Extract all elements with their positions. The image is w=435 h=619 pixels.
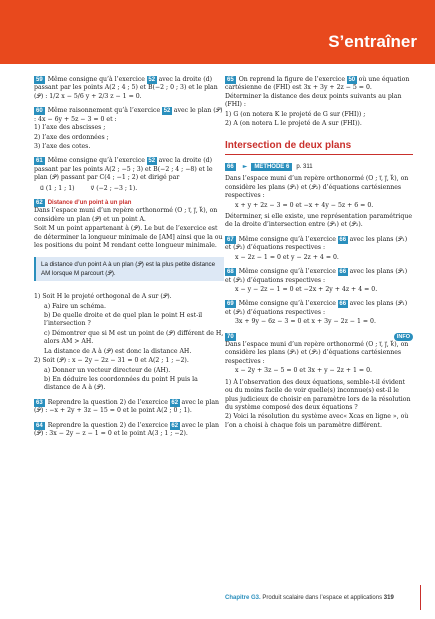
exercise-reference[interactable]: 52 xyxy=(148,77,156,83)
exercise-60: 60 Même raisonnement qu’à l’exercice 52 avec le plan (𝒫) : 4x − 6y + 5z − 3 = 0 et : 1) l’axe des abscisses ; 2) l’axe des ordonnées ; 3) l’axe des cotes. xyxy=(34,107,223,150)
exercise-65: 65 On reprend la figure de l’exercice 50 où une équation cartésienne de (FHI) est 3x + 3y + 2z − 5 = 0. Déterminer la distance des deux points suivants au plan (FHI) : 1) G (on notera K le projeté de G sur (FHI)) ; 2) A (on notera L le projeté de A sur (FHI)). xyxy=(225,76,413,129)
list-item: 3) l’axe des cotes. xyxy=(34,142,91,150)
exercise-number: 69 xyxy=(227,301,234,308)
vector-u: u⃗ (1 ; 1 ; 1) xyxy=(40,184,75,192)
exercise-69: 69 Même consigne qu’à l’exercice 66 avec les plans (𝒫₁) et (𝒫₂) d’équations respectives : 3x + 9y − 6z − 3 = 0 et x + 3y − 2z − 1 = 0. xyxy=(225,300,413,326)
exercise-title: Distance d’un point à un plan xyxy=(47,200,132,207)
exercise-number: 65 xyxy=(227,77,234,83)
definition-box: La distance d’un point A à un plan (𝒫) est la plus petite distance AM lorsque M parcourt (𝒫). xyxy=(34,257,224,282)
vector-v: v⃗ (−2 ; −3 ; 1). xyxy=(90,184,138,192)
exercise-reference[interactable]: 52 xyxy=(163,108,171,115)
list-item: 2) A (on notera L le projeté de A sur (FHI)). xyxy=(225,120,362,128)
equation: x − y − 2z − 1 = 0 et −2x + 2y + 4z + 4 = 0. xyxy=(235,285,378,293)
list-item: 1) l’axe des abscisses ; xyxy=(34,124,106,132)
section-title: Intersection de deux plans xyxy=(225,139,413,156)
equation: x − 2y + 3z − 5 = 0 et 3x + y − 2z + 1 = 0. xyxy=(235,367,372,375)
method-badge[interactable]: MÉTHODE 6 xyxy=(251,163,292,171)
list-item: 2) l’axe des ordonnées ; xyxy=(34,133,109,141)
exercise-number: 66 xyxy=(227,164,234,171)
footer-divider xyxy=(420,585,421,610)
exercise-number: 67 xyxy=(227,236,234,243)
exercise-67: 67 Même consigne qu’à l’exercice 66 avec les plans (𝒫₁) et (𝒫₂) d’équations respectives : x − 2z − 1 = 0 et y − 2z + 4 = 0. xyxy=(225,236,413,262)
exercise-reference[interactable]: 66 xyxy=(339,269,347,276)
vectors xyxy=(34,185,224,193)
exercise-number: 63 xyxy=(36,399,43,406)
chapter-title: Produit scalaire dans l’espace et applications xyxy=(262,595,383,601)
exercise-68: 68 Même consigne qu’à l’exercice 66 avec les plans (𝒫₁) et (𝒫₂) d’équations respectives : x − y − 2z − 1 = 0 et −2x + 2y + 4z + 4 = 0. xyxy=(225,268,413,294)
exercise-reference[interactable]: 66 xyxy=(339,236,347,243)
exercise-64: 64 Reprendre la question 2) de l’exercice 62 avec le plan (𝒫) : 3x − 2y − z − 1 = 0 et le point A(3 ; 1 ; −2). xyxy=(34,421,220,438)
info-badge: INFO xyxy=(394,333,413,341)
page-footer xyxy=(225,594,425,602)
exercise-number: 60 xyxy=(36,108,43,115)
exercise-63: 63 Reprendre la question 2) de l’exercice 62 avec le plan (𝒫) : −x + 2y + 3z − 15 = 0 et le point A(2 ; 0 ; 1). xyxy=(34,398,220,415)
exercise-61: 61 Même consigne qu’à l’exercice 52 avec la droite (d) passant par les points A(2 ; −5 ; 3) et B(−2 ; 4 ; −8) et le plan (𝒫) passant par C(4 ; −1 ; 2) et dirigé par u⃗ (1 ; 1 ; 1) v⃗ (−2 ; −3 ; 1). xyxy=(34,157,224,193)
chapter-label: Chapitre G3. xyxy=(225,595,261,601)
exercise-number: 64 xyxy=(36,422,43,429)
page-header xyxy=(0,0,435,64)
exercise-62: 62 Distance d’un point à un plan Dans l’espace muni d’un repère orthonormé (O ; i⃗, j⃗, k⃗), on considère un plan (𝒫) et un point A. Soit M un point appartenant à (𝒫). Le but de l’exercice est de déterminer la longueur minimale de [AM] ainsi que la ou les positions du point M rendant cette longueur minimale. La distance d’un point A à un plan (𝒫) est la plus petite distance AM lorsque M parcourt (𝒫). 1) Soit H le projeté orthogonal de A sur (𝒫). a) Faire un schéma. b) De quelle droite et de quel plan le point H est-il l’intersection ? c) Démontrer que si M est un point de (𝒫) différent de H, alors AM > AH. La distance de A à (𝒫) est donc la distance AH. 2) Soit (𝒫) : x − 2y − 2z − 31 = 0 et A(2 ; 1 ; −2). a) Donner un vecteur directeur de (AH). b) En déduire les coordonnées du point H puis la distance de A à (𝒫). xyxy=(34,200,224,392)
exercise-reference[interactable]: 52 xyxy=(148,158,156,165)
page-number: 319 xyxy=(383,595,394,601)
method-row xyxy=(225,163,413,171)
right-column xyxy=(225,76,413,436)
exercise-70: 70 INFO Dans l’espace muni d’un repère orthonormé (O ; i⃗, j⃗, k⃗), on considère les plans (𝒫₁) et (𝒫₂) d’équations cartésiennes respectives : x − 2y + 3z − 5 = 0 et 3x + y − 2z + 1 = 0. 1) À l’observation des deux équations, semble-t-il évident ou du moins facile de voir quelle(s) inconnue(s) est-il le plus judicieux de choisir en paramètre lors de la résolution du système composé des deux équations ? 2) Voici la résolution du système avec« Xcas en ligne », où l’on a choisi à chaque fois un paramètre différent. xyxy=(225,333,413,431)
page-title: S’entraîner xyxy=(328,32,417,51)
exercise-number: 68 xyxy=(227,269,234,276)
exercise-reference[interactable]: 66 xyxy=(339,301,347,308)
left-column xyxy=(34,76,224,445)
equation: 3x + 9y − 6z − 3 = 0 et x + 3y − 2z − 1 = 0. xyxy=(235,318,376,326)
exercise-number: 59 xyxy=(36,77,43,83)
exercise-reference[interactable]: 62 xyxy=(171,422,179,429)
exercise-reference[interactable]: 50 xyxy=(348,77,356,83)
list-item: 1) G (on notera K le projeté de G sur (FHI)) ; xyxy=(225,110,366,118)
method-page: p. 311 xyxy=(296,164,313,171)
exercise-66: 66 ► MÉTHODE 6 p. 311 Dans l’espace muni d’un repère orthonormé (O ; i⃗, j⃗, k⃗), on considère les plans (𝒫₁) et (𝒫₂) d’équations cartésiennes respectives : x + y + 2z − 3 = 0 et −x + 4y − 5z + 6 = 0. Déterminer, si elle existe, une représentation paramétrique de la droite d’intersection entre (𝒫₁) et (𝒫₂). xyxy=(225,163,412,229)
exercise-number: 62 xyxy=(36,200,43,207)
equation: x + y + 2z − 3 = 0 et −x + 4y − 5z + 6 = 0. xyxy=(235,201,374,209)
exercise-59: 59 Même consigne qu’à l’exercice 52 avec la droite (d) passant par les points A(2 ; 4 ; 5) et B(−2 ; 0 ; 3) et le plan (𝒫) : 1/2 x − 5/6 y + 2/3 z − 1 = 0. xyxy=(34,76,218,100)
exercise-number: 61 xyxy=(36,158,43,165)
exercise-number: 70 xyxy=(227,333,234,340)
equation: x − 2z − 1 = 0 et y − 2z + 4 = 0. xyxy=(235,253,339,261)
exercise-reference[interactable]: 62 xyxy=(171,399,179,406)
arrow-icon: ► xyxy=(242,163,248,171)
